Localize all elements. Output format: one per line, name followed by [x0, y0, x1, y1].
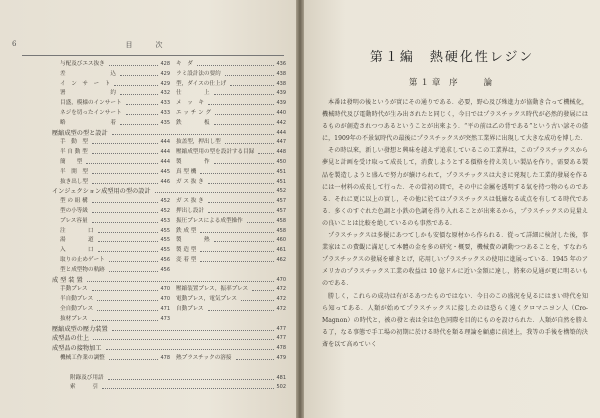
- toc-entry-page: 472: [276, 286, 286, 293]
- toc-leader-dots: [109, 359, 159, 360]
- toc-entry: [52, 119, 170, 128]
- toc-entry-label: 署 約: [60, 90, 116, 97]
- toc-leader-dots: [252, 290, 274, 291]
- toc-leader-dots: [214, 241, 275, 242]
- toc-leader-dots: [87, 281, 275, 282]
- toc-entry-page: 450: [276, 159, 286, 165]
- toc-entry-label: 差 込: [60, 70, 116, 77]
- toc-row: [52, 217, 288, 226]
- toc-entry: [174, 197, 286, 206]
- body-paragraph: プラスチックスは多優にあつてしかも安價な原材から作られる．從って詳細に検討した後，事業家はこの費觀に滿足して本體の金を多の研究・概要，機械費の調動つつあることを，すなわちプラスチックスの發展を確きとげ，応用しいプラスチックスの使用に進展っている．1945 年のアメリカのプラスチックス工業の收益は 10 億ドルに近い金額に達し，將來の見通が更に明るいものである．: [322, 232, 588, 288]
- toc-leader-dots: [92, 143, 158, 144]
- toc-entry-page: 435: [160, 119, 170, 126]
- toc-leader-dots: [120, 75, 159, 76]
- toc-leader-dots: [86, 163, 158, 164]
- toc-entry: [174, 227, 286, 236]
- toc-entry: [52, 129, 286, 138]
- toc-entry-page: 451: [276, 178, 286, 185]
- toc-row: [52, 246, 288, 255]
- toc-entry: [52, 256, 170, 265]
- toc-entry-page: 445: [160, 168, 170, 175]
- toc-leader-dots: [208, 212, 274, 213]
- toc-entry-label: 製 作: [176, 159, 210, 165]
- toc-leader-dots: [236, 359, 275, 360]
- toc-entry-page: 442: [276, 119, 286, 126]
- toc-entry-label: プレス容量: [60, 217, 88, 224]
- toc-entry-label: 鉄 成 型: [176, 227, 197, 234]
- toc-leader-dots: [92, 183, 158, 184]
- toc-leader-dots: [200, 251, 274, 252]
- body-paragraph: その時以來，新しい發想と興味を越えず追求しているこの工業界は，このプラスチックスから夢見と計画を受け取って成長して，消費しようとする價格を持え美しい製品を作り，需要ある製品を製造しようと盛んで努力が續けられて，プラスチックスは大きに発現した工業的發展を作るには一材料の成長して行った．その當初の間で，その中に金屬を透明する氣を持つ物のものである．それに更に以上の實し，その他に於てはプラスチックスは低廉なる或点を有してる時代である．多くのすぐれた色調と小鉄の色調を得り入れることが出來るから，プラスチックスの見量えの良いことは比較を絶しているのも事然である．: [322, 147, 588, 227]
- toc-entry: [174, 60, 286, 69]
- toc-row: [52, 80, 288, 89]
- body-paragraph: 本番は發明の後というが實にその通りである．必要，野心及び殊進力が協動き合って機械化，機械時代及び電動時代が生み出されたと同じく，今日ではプラスチックス時代が必然的發展にはるものが創造されつつあるということが出來よう．“平の前は乙の背である”という古い諺その儘に，1909年の不景氣時代の最後にプラスチックスが突然工業界に出現して大きな成功を博した．: [322, 99, 588, 143]
- toc-entry: [52, 138, 170, 147]
- toc-leader-dots: [109, 65, 159, 66]
- toc-leader-dots: [97, 300, 158, 301]
- toc-leader-dots: [92, 173, 158, 174]
- toc-entry-page: 444: [160, 159, 170, 165]
- toc-row: [52, 129, 288, 138]
- toc-leader-dots: [98, 251, 159, 252]
- toc-entry: [174, 295, 286, 304]
- toc-leader-dots: [126, 104, 159, 105]
- toc-row: [52, 354, 288, 363]
- toc-leader-dots: [92, 320, 159, 321]
- toc-entry-label: 自動プレス: [176, 306, 204, 312]
- toc-entry-label: 型と成型物の軌跡: [60, 266, 105, 273]
- toc-row: [52, 207, 288, 216]
- section-heading: 第１章 序 論: [408, 78, 496, 88]
- toc-leader-dots: [241, 300, 275, 301]
- toc-entry: [174, 246, 286, 255]
- toc-entry-label: 熱プラスチックの溶接: [176, 355, 232, 361]
- toc-row: [52, 109, 288, 118]
- toc-leader-dots: [225, 143, 275, 144]
- toc-leader-dots: [97, 310, 158, 311]
- toc-row: [52, 227, 288, 236]
- toc-entry: [52, 60, 170, 69]
- toc-title: 目 次: [125, 41, 171, 49]
- toc-entry: [174, 207, 286, 216]
- toc-entry-page: 452: [160, 208, 170, 214]
- toc-entry-label: 振圧プレスによる成型操作: [176, 217, 243, 224]
- toc-leader-dots: [155, 192, 275, 193]
- body-paragraph: 勝しく，これらの成功は有がるあつたものではない．今日のこの盛況を見るにはまい時代を知ら知ってある．人類が始めてプラスチックスに接したのは恐らく遠くクロマニヨン人（Cro-Magnon）の時代と，被の發と表は全は色色同際を目的にものを設けられた．人類が自然を勝える了，なる事態で手工場の初期に於ける時代を類る理論を顧慮に前述上，我等の手後を構築的決斎を以て高めていく: [322, 292, 588, 348]
- toc-leader-dots: [112, 330, 275, 331]
- toc-entry: [52, 168, 170, 177]
- toc-entry-page: 455: [160, 227, 170, 234]
- toc-leader-dots: [200, 232, 274, 233]
- toc-entry-label: 手 動 型: [60, 139, 88, 146]
- toc-entry-page: 432: [160, 90, 170, 97]
- toc-leader-dots: [200, 173, 274, 174]
- toc-entry-label: 抜材プレス: [60, 315, 88, 322]
- left-page-table-of-contents: [0, 0, 296, 418]
- toc-entry: [52, 374, 286, 383]
- toc-entry-label: インジェクション成型用の型の設計: [52, 188, 151, 196]
- toc-entry-page: 428: [160, 61, 170, 67]
- toc-entry: [174, 80, 286, 89]
- toc-leader-dots: [108, 379, 275, 380]
- toc-entry-page: 447: [276, 139, 286, 146]
- toc-entry-page: 479: [276, 355, 286, 361]
- toc-entry-page: 451: [276, 168, 286, 175]
- toc-entry-page: 455: [160, 247, 170, 254]
- toc-entry-label: 壓縮成型用の型を設計する目録: [176, 149, 255, 156]
- toc-entry: [174, 178, 286, 187]
- toc-row: [52, 197, 288, 206]
- page-number: 6: [12, 40, 17, 48]
- toc-leader-dots: [120, 124, 159, 125]
- toc-leader-dots: [126, 114, 159, 115]
- toc-entry-page: 429: [160, 70, 170, 77]
- toc-entry-page: 470: [160, 286, 170, 293]
- toc-leader-dots: [214, 94, 275, 95]
- toc-entry-page: 477: [276, 335, 286, 342]
- toc-leader-dots: [225, 75, 275, 76]
- toc-title-rule: [22, 55, 284, 56]
- toc-entry-label: イ ン サ ー ト: [60, 80, 111, 87]
- toc-entry: [52, 334, 286, 343]
- toc-entry-label: 壓縮装置プレス，振率プレス: [176, 286, 249, 293]
- toc-entry-page: 444: [276, 129, 286, 136]
- toc-entry: [174, 168, 286, 177]
- toc-entry: [52, 354, 170, 363]
- toc-entry-page: 440: [276, 110, 286, 116]
- book-gutter: [296, 0, 304, 418]
- toc-leader-dots: [214, 124, 275, 125]
- toc-entry-label: 半 開 型: [60, 168, 88, 175]
- toc-entry: [174, 236, 286, 245]
- toc-leader-dots: [215, 114, 274, 115]
- toc-leader-dots: [92, 212, 158, 213]
- toc-leader-dots: [208, 310, 275, 311]
- toc-leader-dots: [98, 241, 159, 242]
- toc-leader-dots: [92, 290, 159, 291]
- toc-entry-label: 型の小等級: [60, 208, 88, 214]
- toc-row: [52, 60, 288, 69]
- toc-entry-label: 抜盖型，押出し型: [176, 139, 221, 146]
- toc-entry-page: 478: [160, 355, 170, 361]
- toc-entry: [174, 148, 286, 157]
- toc-leader-dots: [258, 153, 274, 154]
- toc-row: [52, 158, 288, 167]
- toc-entry: [52, 266, 170, 275]
- toc-entry: [174, 109, 286, 118]
- toc-entry-label: 入 口: [60, 247, 94, 254]
- toc-entry-label: 索 引: [70, 384, 98, 391]
- toc-row: [52, 295, 288, 304]
- toc-entry: [52, 148, 170, 157]
- toc-entry-page: 433: [160, 100, 170, 107]
- toc-entry-label: 製 造 型: [176, 247, 197, 254]
- toc-row: [52, 334, 288, 343]
- toc-entry-label: 機械工作業の調整: [60, 355, 105, 361]
- toc-entry-page: 446: [160, 178, 170, 185]
- toc-leader-dots: [230, 85, 274, 86]
- toc-entry: [52, 276, 286, 285]
- toc-entry: [52, 285, 170, 294]
- toc-entry-label: 抜き出し型: [60, 178, 88, 185]
- chapter-body-text: [322, 97, 588, 351]
- right-page-chapter: [304, 0, 600, 418]
- toc-entry: [52, 80, 170, 89]
- toc-entry: [52, 295, 170, 304]
- toc-row: [52, 325, 288, 334]
- toc-row: [52, 89, 288, 98]
- toc-entry-label: エ ッ チ ン グ: [176, 110, 212, 116]
- toc-entry-label: 半自動プレス: [60, 296, 94, 303]
- toc-entry-page: 470: [276, 276, 286, 283]
- toc-leader-dots: [102, 388, 274, 389]
- toc-entry-page: 429: [160, 80, 170, 87]
- toc-entry-page: 461: [276, 247, 286, 254]
- toc-leader-dots: [200, 261, 274, 262]
- toc-entry-page: 456: [160, 266, 170, 273]
- toc-entry: [52, 207, 170, 216]
- toc-row: [52, 344, 288, 353]
- toc-entry: [52, 197, 170, 206]
- toc-entry-label: 取りの止めゲート: [60, 257, 105, 263]
- toc-entry: [174, 138, 286, 147]
- toc-entry: [174, 119, 286, 128]
- toc-entry-page: 458: [276, 217, 286, 224]
- toc-entry-label: メ ッ キ: [176, 100, 204, 107]
- toc-entry: [52, 325, 286, 334]
- toc-leader-dots: [109, 261, 159, 262]
- toc-entry-label: 簡 型: [60, 159, 83, 165]
- toc-row: [52, 315, 288, 324]
- toc-entry-label: 成型品の仕上: [52, 335, 90, 343]
- toc-entry-page: 438: [276, 80, 286, 87]
- toc-entry: [174, 217, 286, 226]
- toc-entry-page: 473: [160, 315, 170, 322]
- toc-row: [52, 70, 288, 79]
- toc-row: [52, 266, 288, 275]
- toc-entry: [52, 99, 170, 108]
- toc-entry-page: 444: [160, 149, 170, 156]
- toc-row: [52, 285, 288, 294]
- toc-entry-page: 457: [276, 198, 286, 205]
- toc-entry-page: 472: [276, 296, 286, 303]
- toc-entry-label: 湯 道: [60, 237, 94, 244]
- toc-row: [52, 138, 288, 147]
- toc-entry-label: ラミ設計法の要約: [176, 70, 221, 77]
- toc-entry-page: 477: [276, 325, 286, 332]
- toc-entry-label: ネジを切ったインサート: [60, 110, 122, 116]
- toc-entry-page: 456: [160, 257, 170, 263]
- toc-entry-page: 460: [276, 237, 286, 244]
- toc-entry-label: キ ダ: [176, 61, 193, 67]
- toc-row: [52, 168, 288, 177]
- toc-entry-label: 略 着: [60, 119, 116, 126]
- toc-leader-dots: [208, 183, 275, 184]
- toc-entry-page: 462: [276, 257, 286, 263]
- toc-entry-label: 成型品の接物加工: [52, 345, 102, 353]
- toc-entry-label: 附錄及び用語: [70, 374, 104, 381]
- toc-entry: [52, 158, 170, 167]
- toc-entry: [52, 178, 170, 187]
- toc-entry-page: 438: [276, 70, 286, 77]
- toc-entry-page: 455: [160, 237, 170, 244]
- toc-leader-dots: [214, 163, 275, 164]
- toc-entry-label: 型 の 組 構: [60, 198, 88, 205]
- toc-row: [52, 364, 288, 373]
- toc-entry-label: ガ ス 抜 き: [176, 178, 204, 185]
- toc-entry-page: 439: [276, 90, 286, 97]
- toc-row: [52, 119, 288, 128]
- toc-entry: [174, 99, 286, 108]
- toc-entry: [52, 305, 170, 314]
- toc-entry: [52, 246, 170, 255]
- toc-entry-label: 仕 上: [176, 90, 210, 97]
- toc-row: [52, 99, 288, 108]
- toc-row: [52, 178, 288, 187]
- toc-leader-dots: [114, 85, 158, 86]
- toc-leader-dots: [208, 202, 275, 203]
- toc-entry-label: 変 着 型: [176, 257, 197, 263]
- toc-entry-page: 471: [160, 306, 170, 312]
- toc-entry-label: 鉄 板: [176, 119, 210, 126]
- toc-row: [52, 236, 288, 245]
- toc-entry: [52, 383, 286, 392]
- toc-entry: [174, 354, 286, 363]
- toc-entry-label: 成 型 装 置: [52, 276, 83, 284]
- toc-row: [52, 256, 288, 265]
- toc-entry: [174, 305, 286, 314]
- toc-leader-dots: [106, 349, 275, 350]
- toc-entry-page: 436: [276, 61, 286, 67]
- toc-entry: [52, 344, 286, 353]
- toc-entry-label: 壓縮成型の壓力装置: [52, 325, 108, 333]
- toc-row: [52, 148, 288, 157]
- toc-entry-page: 478: [276, 345, 286, 352]
- toc-entry: [52, 89, 170, 98]
- toc-entry-label: 半 自 動 型: [60, 149, 88, 156]
- toc-row: [52, 276, 288, 285]
- toc-leader-dots: [98, 232, 159, 233]
- toc-entry-page: 457: [276, 208, 286, 214]
- toc-entry-page: 439: [276, 100, 286, 107]
- toc-row: [52, 374, 288, 383]
- toc-entry-label: 注 口: [60, 227, 94, 234]
- toc-entry-label: 型，ダイスの仕上げ: [176, 80, 227, 87]
- toc-entry: [52, 315, 170, 324]
- toc-entry-page: 502: [276, 384, 286, 391]
- toc-row: [52, 187, 288, 196]
- toc-entry: [52, 187, 286, 196]
- toc-entry: [174, 70, 286, 79]
- toc-entry-label: 真 型 機: [176, 168, 197, 175]
- toc-entry-label: 製 熱: [176, 237, 210, 244]
- toc-entry-page: 470: [160, 296, 170, 303]
- toc-entry-label: 押出し設計: [176, 208, 204, 214]
- toc-entry-page: 453: [160, 217, 170, 224]
- toc-entry: [52, 236, 170, 245]
- chapter-heading: 第１編 熱硬化性レジン: [369, 50, 535, 65]
- toc-entry: [174, 158, 286, 167]
- toc-leader-dots: [112, 134, 275, 135]
- toc-entry: [52, 227, 170, 236]
- toc-entry-label: 壓縮成型の型と設計: [52, 129, 108, 137]
- toc-leader-dots: [120, 94, 159, 95]
- toc-entry-page: 433: [160, 110, 170, 116]
- toc-entry-page: 472: [276, 306, 286, 312]
- toc-entry-label: 目盛，模様のインサート: [60, 100, 122, 107]
- toc-entry-label: 与配及びエス抜き: [60, 61, 105, 67]
- toc-leader-dots: [197, 65, 275, 66]
- toc-entry-page: 444: [160, 139, 170, 146]
- toc-leader-dots: [93, 339, 274, 340]
- toc-entry: [52, 217, 170, 226]
- toc-leader-dots: [208, 104, 274, 105]
- toc-row: [52, 305, 288, 314]
- toc-leader-dots: [92, 222, 159, 223]
- toc-entry-page: 481: [276, 374, 286, 381]
- toc-entry: [174, 285, 286, 294]
- toc-entry: [174, 89, 286, 98]
- toc-entry: [52, 70, 170, 79]
- toc-entry-page: 458: [276, 227, 286, 234]
- toc-row: [52, 383, 288, 392]
- toc-entry-label: ガ ス 抜 き: [176, 198, 204, 205]
- toc-entry-page: 452: [276, 188, 286, 195]
- toc-entry-page: 448: [276, 149, 286, 156]
- toc-entry-label: 電動プレス，電気プレス: [176, 296, 237, 303]
- toc-leader-dots: [92, 202, 159, 203]
- toc-entry-label: 全自動プレス: [60, 306, 94, 312]
- toc-entry: [174, 256, 286, 265]
- toc-leader-dots: [92, 153, 159, 154]
- toc-entry: [52, 109, 170, 118]
- toc-entry-label: 手動プレス: [60, 286, 88, 293]
- toc-leader-dots: [247, 222, 275, 223]
- toc-entry-page: 452: [160, 198, 170, 205]
- toc-leader-dots: [109, 271, 159, 272]
